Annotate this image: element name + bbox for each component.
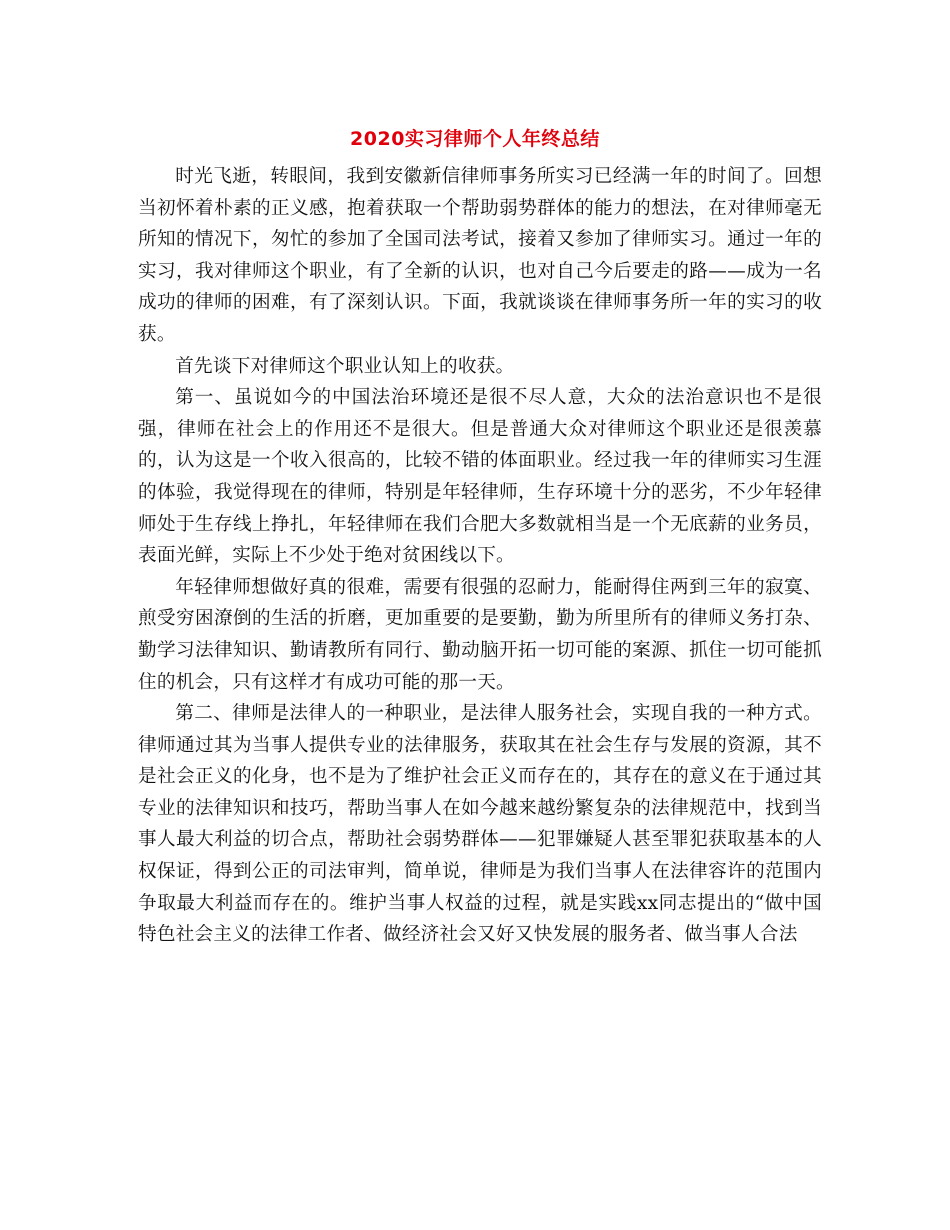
paragraph-point-one: 第一、虽说如今的中国法治环境还是很不尽人意，大众的法治意识也不是很强，律师在社会上的作用还不是很大。但是普通大众对律师这个职业还是很羡慕的，认为这是一个收入很高的，比较不错的体面职业。经过我一年的律师实习生涯的体验，我觉得现在的律师，特别是年轻律师，生存环境十分的恶劣，不少年轻律师处于生存线上挣扎，年轻律师在我们合肥大多数就相当是一个无底薪的业务员，表面光鲜，实际上不少处于绝对贫困线以下。 xyxy=(138,387,822,567)
document-title: 2020实习律师个人年终总结 xyxy=(350,128,600,150)
paragraph-intro: 时光飞逝，转眼间，我到安徽新信律师事务所实习已经满一年的时间了。回想当初怀着朴素的正义感，抱着获取一个帮助弱势群体的能力的想法，在对律师毫无所知的情况下，匆忙的参加了全国司法考试，接着又参加了律师实习。通过一年的实习，我对律师这个职业，有了全新的认识，也对自己今后要走的路——成为一名成功的律师的困难，有了深刻认识。下面，我就谈谈在律师事务所一年的实习的收获。 xyxy=(138,166,822,345)
paragraph-young-lawyers: 年轻律师想做好真的很难，需要有很强的忍耐力，能耐得住两到三年的寂寞、煎受穷困潦倒的生活的折磨，更加重要的是要勤，勤为所里所有的律师义务打杂、勤学习法律知识、勤请教所有同行、勤动脑开拓一切可能的案源、抓住一切可能抓住的机会，只有这样才有成功可能的那一天。 xyxy=(138,576,822,693)
document-body xyxy=(138,161,822,951)
paragraph-career-cognition: 首先谈下对律师这个职业认知上的收获。 xyxy=(175,355,515,377)
paragraph-point-two: 第二、律师是法律人的一种职业，是法律人服务社会，实现自我的一种方式。律师通过其为当事人提供专业的法律服务，获取其在社会生存与发展的资源，其不是社会正义的化身，也不是为了维护社会正义而存在的，其存在的意义在于通过其专业的法律知识和技巧，帮助当事人在如今越来越纷繁复杂的法律规范中，找到当事人最大利益的切合点，帮助社会弱势群体——犯罪嫌疑人甚至罪犯获取基本的人权保证，得到公正的司法审判，简单说，律师是为我们当事人在法律容许的范围内争取最大利益而存在的。维护当事人权益的过程，就是实践xx同志提出的“做中国特色社会主义的法律工作者、做经济社会又好又快发展的服务者、做当事人合法 xyxy=(138,703,822,946)
